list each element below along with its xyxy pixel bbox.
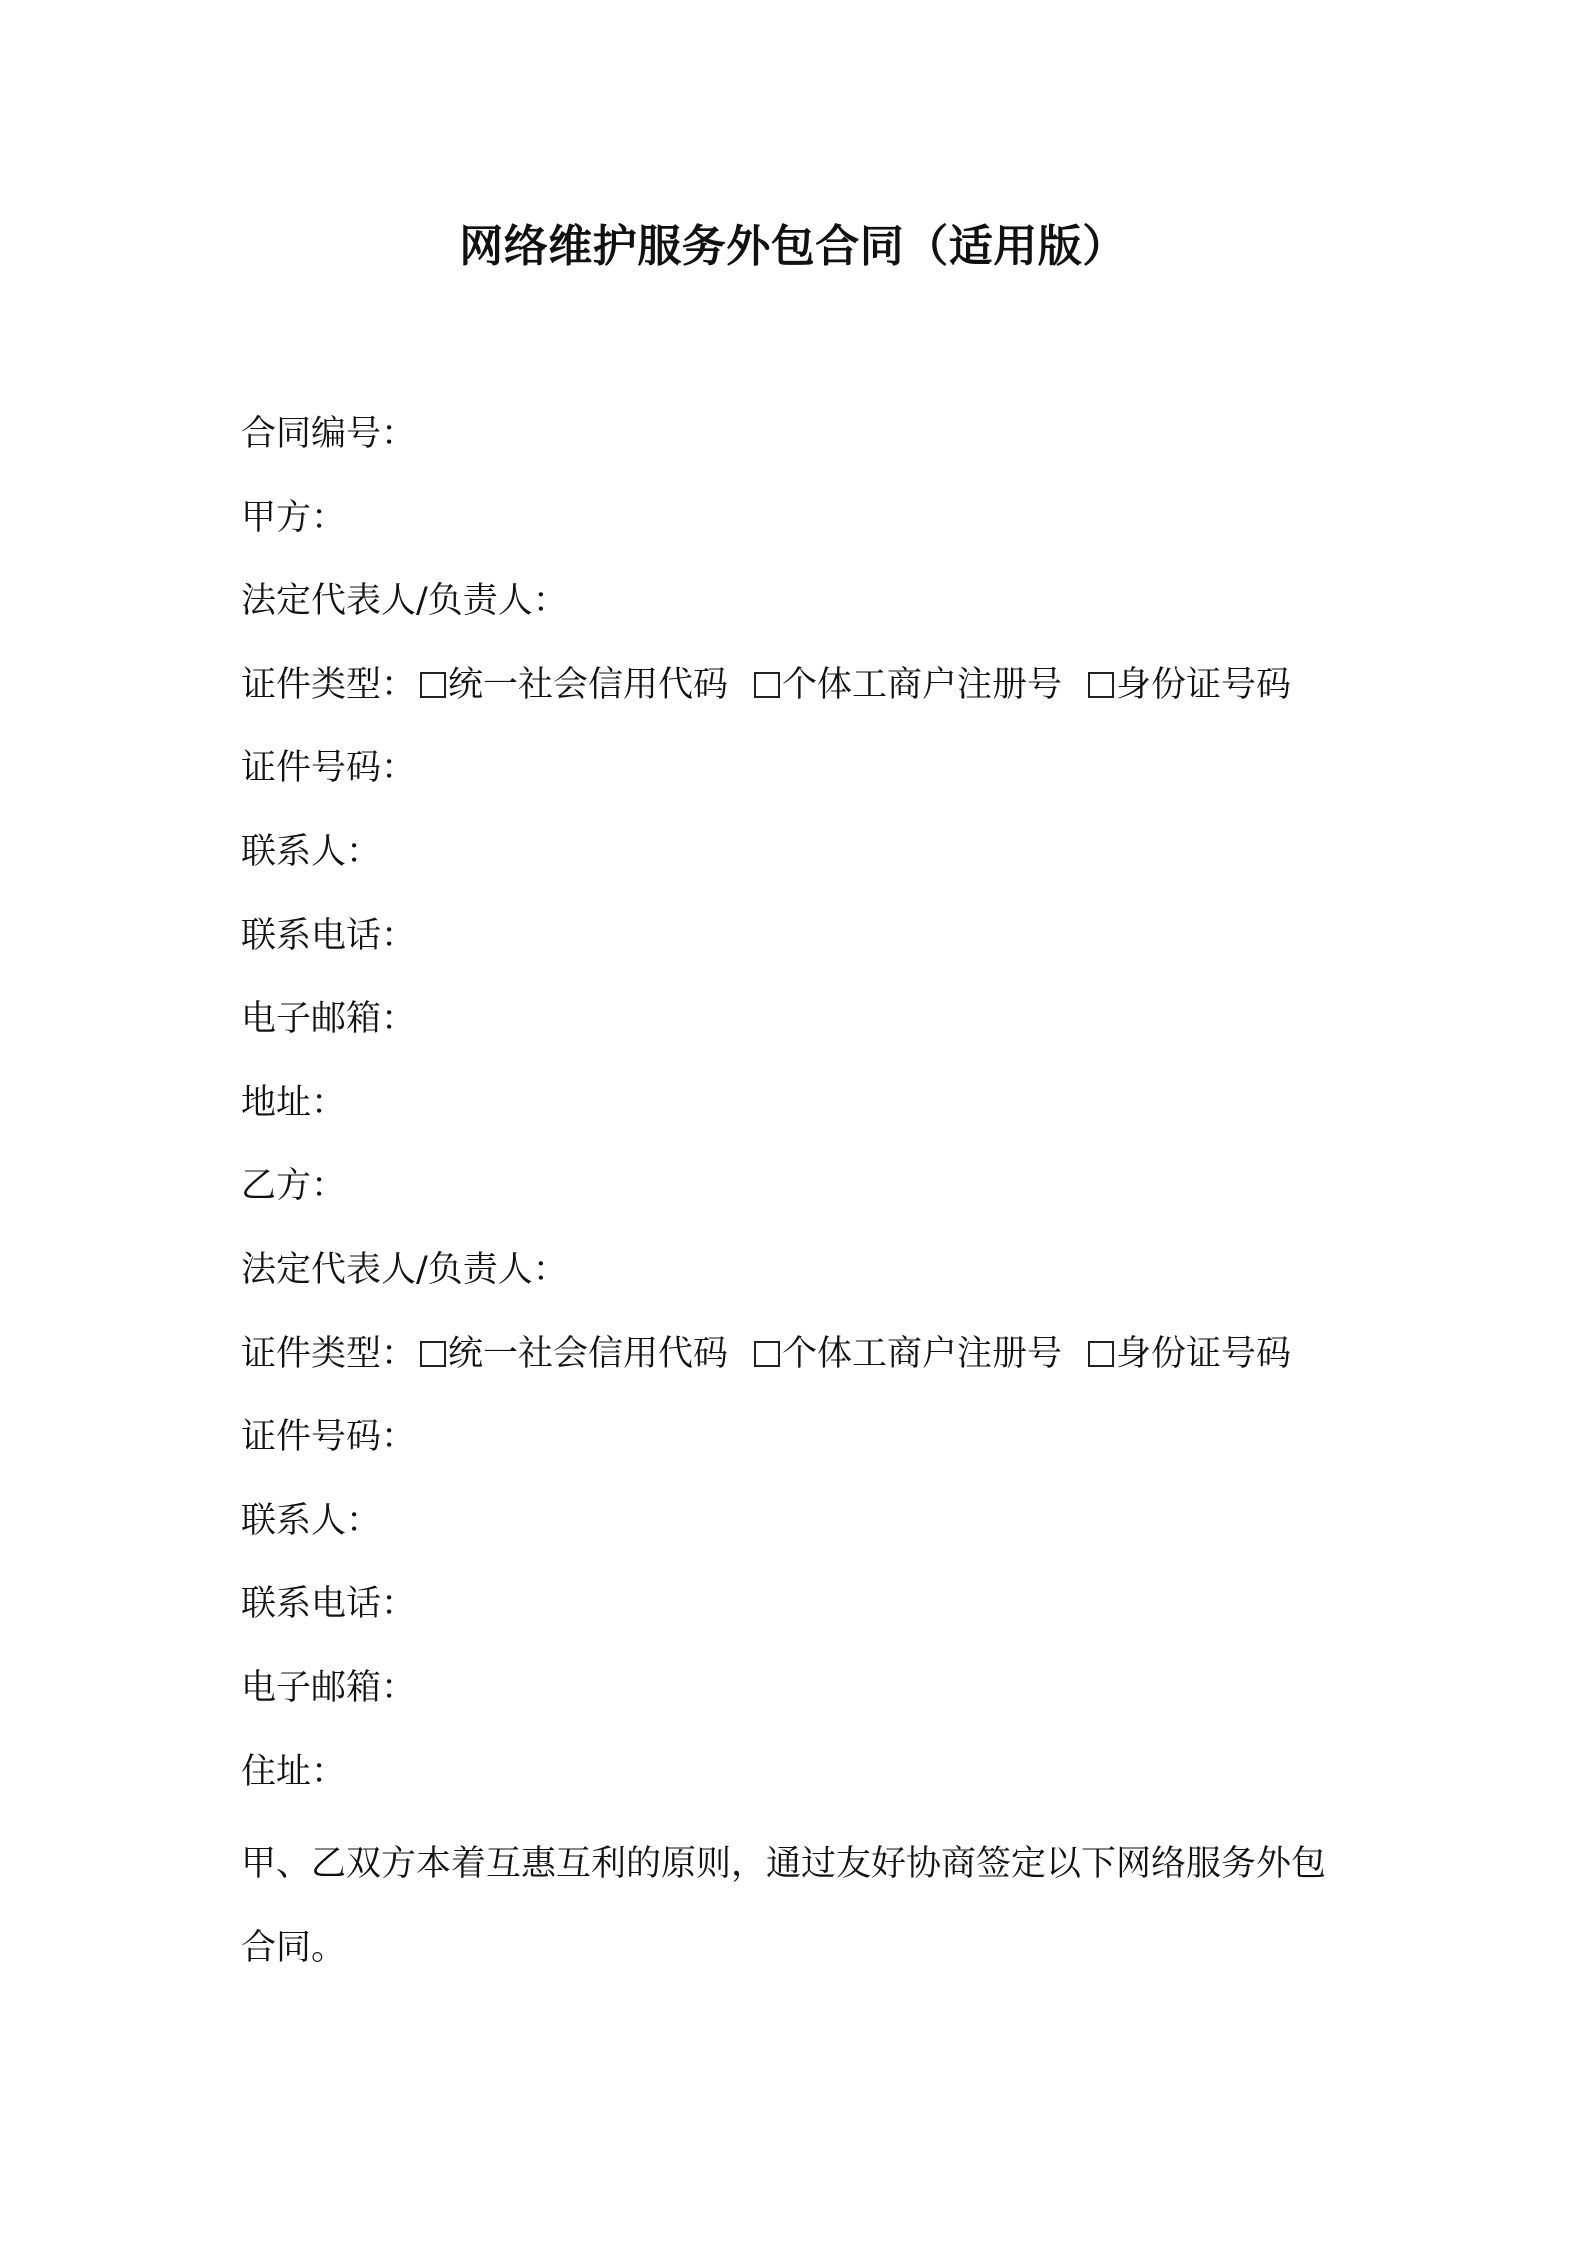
id-type-option-business-reg[interactable] xyxy=(750,1324,1062,1384)
id-type-label: 证件类型： xyxy=(241,1333,417,1374)
party-b-id-number-field: 证件号码： xyxy=(241,1417,417,1458)
checkbox[interactable] xyxy=(754,1341,780,1367)
id-type-option-id-card[interactable] xyxy=(1084,655,1291,715)
option-label: 统一社会信用代码 xyxy=(448,1333,729,1374)
id-type-option-credit-code[interactable] xyxy=(416,1324,728,1384)
preamble-paragraph: 甲、乙双方本着互惠互利的原则，通过友好协商签定以下网络服务外包合同。 xyxy=(241,1844,1327,1968)
party-a-phone-field: 联系电话： xyxy=(241,915,417,956)
document-title: 网络维护服务外包合同（适用版） xyxy=(459,221,1127,272)
contract-number-field: 合同编号： xyxy=(241,414,417,454)
party-a-id-type-field xyxy=(241,655,1351,739)
party-b-phone-field: 联系电话： xyxy=(241,1584,417,1625)
checkbox[interactable] xyxy=(420,1341,446,1367)
party-info-fields xyxy=(241,404,1351,1825)
id-type-option-id-card[interactable] xyxy=(1084,1324,1291,1384)
party-b-legal-rep-field: 法定代表人/负责人： xyxy=(241,1249,568,1290)
party-a-field: 甲方： xyxy=(241,497,347,538)
party-b-contact-field: 联系人： xyxy=(241,1500,382,1541)
party-a-id-number-field: 证件号码： xyxy=(241,748,417,789)
party-b-id-type-field xyxy=(241,1324,1351,1408)
option-label: 个体工商户注册号 xyxy=(782,1333,1063,1374)
party-a-contact-field: 联系人： xyxy=(241,831,382,872)
party-a-legal-rep-field: 法定代表人/负责人： xyxy=(241,581,568,622)
option-label: 统一社会信用代码 xyxy=(448,664,729,705)
checkbox[interactable] xyxy=(1088,1341,1114,1367)
option-label: 个体工商户注册号 xyxy=(782,664,1063,705)
option-label: 身份证号码 xyxy=(1116,664,1292,705)
checkbox[interactable] xyxy=(754,672,780,698)
id-type-label: 证件类型： xyxy=(241,664,417,705)
id-type-option-business-reg[interactable] xyxy=(750,655,1062,715)
option-label: 身份证号码 xyxy=(1116,1333,1292,1374)
party-a-email-field: 电子邮箱： xyxy=(241,999,417,1040)
party-b-field: 乙方： xyxy=(241,1166,347,1207)
party-b-email-field: 电子邮箱： xyxy=(241,1667,417,1708)
checkbox[interactable] xyxy=(420,672,446,698)
party-a-address-field: 地址： xyxy=(241,1082,347,1123)
id-type-option-credit-code[interactable] xyxy=(416,655,728,715)
checkbox[interactable] xyxy=(1088,672,1114,698)
party-b-address-field: 住址： xyxy=(241,1751,347,1792)
